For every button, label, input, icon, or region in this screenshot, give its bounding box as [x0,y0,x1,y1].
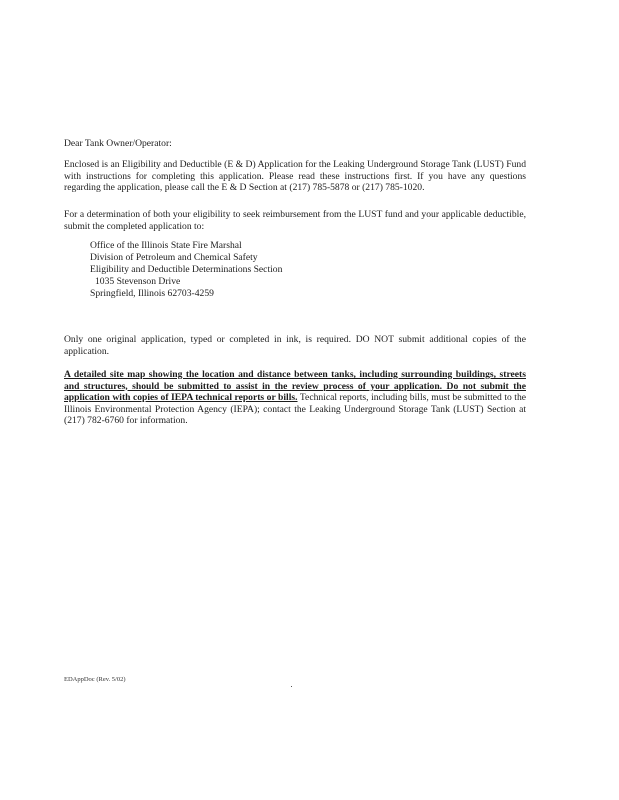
address-line-office: Office of the Illinois State Fire Marshal [90,240,242,251]
site-map-rest: Technical reports, including bills, must be submitted to the Illinois Environmental Protection Agency (IEPA); contact the Leaking Underground Storage Tank (LUST) Section at (217) 782-6760 for information. [64,392,527,427]
address-line-division: Division of Petroleum and Chemical Safety [90,252,258,263]
copies-paragraph: Only one original application, typed or completed in ink, is required. DO NOT submit additional copies of the application. [64,334,526,357]
site-map-paragraph [64,369,526,427]
address-line-street: 1035 Stevenson Drive [95,276,181,287]
salutation: Dear Tank Owner/Operator: [64,138,172,149]
page-mark [291,686,292,687]
site-map-emphasis: A detailed site map showing the location and distance between tanks, including surrounding buildings, streets and structures, should be submitted to assist in the review process of your application. Do not submit the application with copies of IEPA technical reports or bills. [64,369,526,404]
mailing-address [90,240,282,300]
intro-paragraph: Enclosed is an Eligibility and Deductible (E & D) Application for the Leaking Underground Storage Tank (LUST) Fund with instructions for completing this application. Please read these instructions first. If you have any questions regarding the application, please call the E & D Section at (217) 785-5878 or (217) 785-1020. [64,159,526,194]
address-line-section: Eligibility and Deductible Determinations Section [90,264,283,275]
address-line-city: Springfield, Illinois 62703-4259 [90,288,214,299]
submission-paragraph: For a determination of both your eligibility to seek reimbursement from the LUST fund and your applicable deductible, submit the completed application to: [64,209,526,232]
form-code: EDAppDoc (Rev. 5/02) [64,676,126,683]
